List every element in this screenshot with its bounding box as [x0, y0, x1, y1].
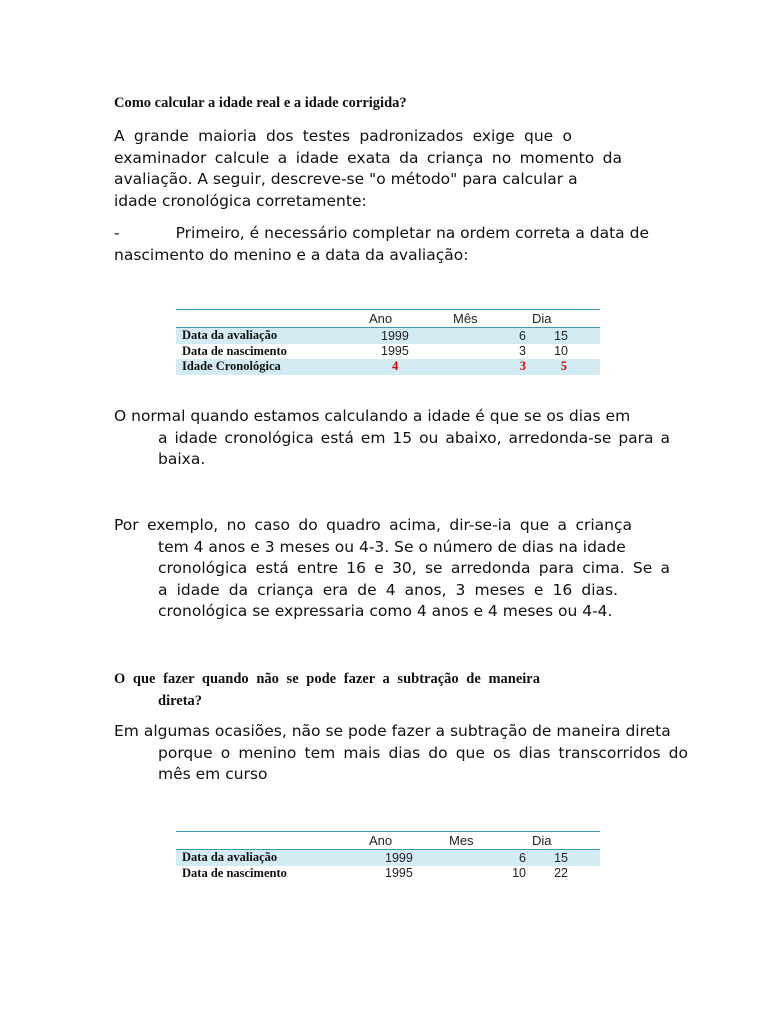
cell-ano: 1995	[381, 344, 409, 359]
column-header-mes: Mes	[449, 832, 532, 850]
paragraph-line: Em algumas ocasiões, não se pode fazer a subtração de maneira direta	[114, 722, 671, 740]
paragraph-line: A grande maioria dos testes padronizados exige que o	[114, 127, 572, 145]
paragraph-line: avaliação. A seguir, descreve-se "o método" para calcular a	[114, 170, 578, 188]
cell-dia: 22	[554, 866, 568, 881]
table-row	[176, 866, 600, 882]
paragraph-line: cronológica se expressaria como 4 anos e 4 meses ou 4-4.	[158, 602, 613, 620]
paragraph-line: cronológica está entre 16 e 30, se arredonda para cima. Se a	[158, 559, 670, 577]
cell-mes: 3	[519, 344, 526, 359]
paragraph-line: examinador calcule a idade exata da criança no momento da	[114, 148, 622, 167]
column-header-mes: Mês	[453, 310, 532, 328]
age-calculation-table	[176, 309, 600, 375]
cell-dia: 15	[532, 328, 600, 344]
paragraph-line: baixa.	[158, 450, 206, 468]
column-header-dia: Dia	[532, 832, 600, 850]
subtraction-heading	[114, 668, 540, 712]
example-paragraph	[114, 515, 670, 623]
paragraph-line: a idade da criança era de 4 anos, 3 meses e 16 dias.	[158, 580, 618, 599]
cell-mes: 6	[449, 850, 532, 866]
cell-ano: 1995	[385, 866, 413, 881]
paragraph-line: mês em curso	[158, 765, 268, 783]
cell-mes: 10	[512, 866, 526, 881]
row-label: Idade Cronológica	[176, 359, 369, 375]
step-text: Primeiro, é necessário completar na ordem correta a data de	[175, 224, 649, 242]
column-header-ano: Ano	[369, 832, 449, 850]
cell-ano-result: 4	[369, 359, 453, 375]
column-header-dia: Dia	[532, 310, 600, 328]
heading-line: O que fazer quando não se pode fazer a subtração de maneira	[114, 671, 540, 687]
table-row	[176, 328, 600, 344]
row-label: Data da avaliação	[176, 328, 369, 344]
paragraph-line: tem 4 anos e 3 meses ou 4-3. Se o número de dias na idade	[158, 537, 626, 556]
borrow-example-table	[176, 831, 600, 881]
cell-mes: 6	[453, 328, 532, 344]
row-label: Data da avaliação	[176, 850, 369, 866]
step-line: nascimento do menino e a data da avaliação:	[114, 245, 469, 264]
table-row-result	[176, 359, 600, 375]
table-row	[176, 850, 600, 866]
paragraph-line: porque o menino tem mais dias do que os dias transcorridos do	[158, 743, 688, 762]
heading-line: direta?	[158, 693, 203, 709]
cell-dia: 10	[554, 344, 568, 359]
paragraph-line: idade cronológica corretamente:	[114, 191, 367, 210]
table-header-row	[176, 832, 600, 850]
table-row	[176, 344, 600, 360]
cell-dia-result: 5	[532, 359, 600, 375]
cell-ano: 1999	[369, 850, 449, 866]
paragraph-line: O normal quando estamos calculando a idade é que se os dias em	[114, 407, 631, 425]
column-header-ano: Ano	[369, 310, 453, 328]
step-one-paragraph	[114, 223, 660, 266]
intro-paragraph	[114, 126, 622, 212]
section-heading: Como calcular a idade real e a idade corrigida?	[114, 95, 407, 111]
step-line	[114, 223, 660, 245]
table-header-row	[176, 310, 600, 328]
row-label: Data de nascimento	[182, 865, 287, 880]
indirect-subtraction-paragraph	[114, 721, 688, 786]
cell-dia: 15	[532, 850, 600, 866]
bullet-dash: -	[114, 224, 120, 242]
cell-ano: 1999	[369, 328, 453, 344]
cell-mes-result: 3	[453, 359, 532, 375]
rounding-down-paragraph	[114, 406, 670, 471]
paragraph-line: Por exemplo, no caso do quadro acima, dir-se-ia que a criança	[114, 516, 632, 534]
paragraph-line: a idade cronológica está em 15 ou abaixo, arredonda-se para a	[158, 428, 670, 447]
row-label: Data de nascimento	[182, 343, 287, 358]
